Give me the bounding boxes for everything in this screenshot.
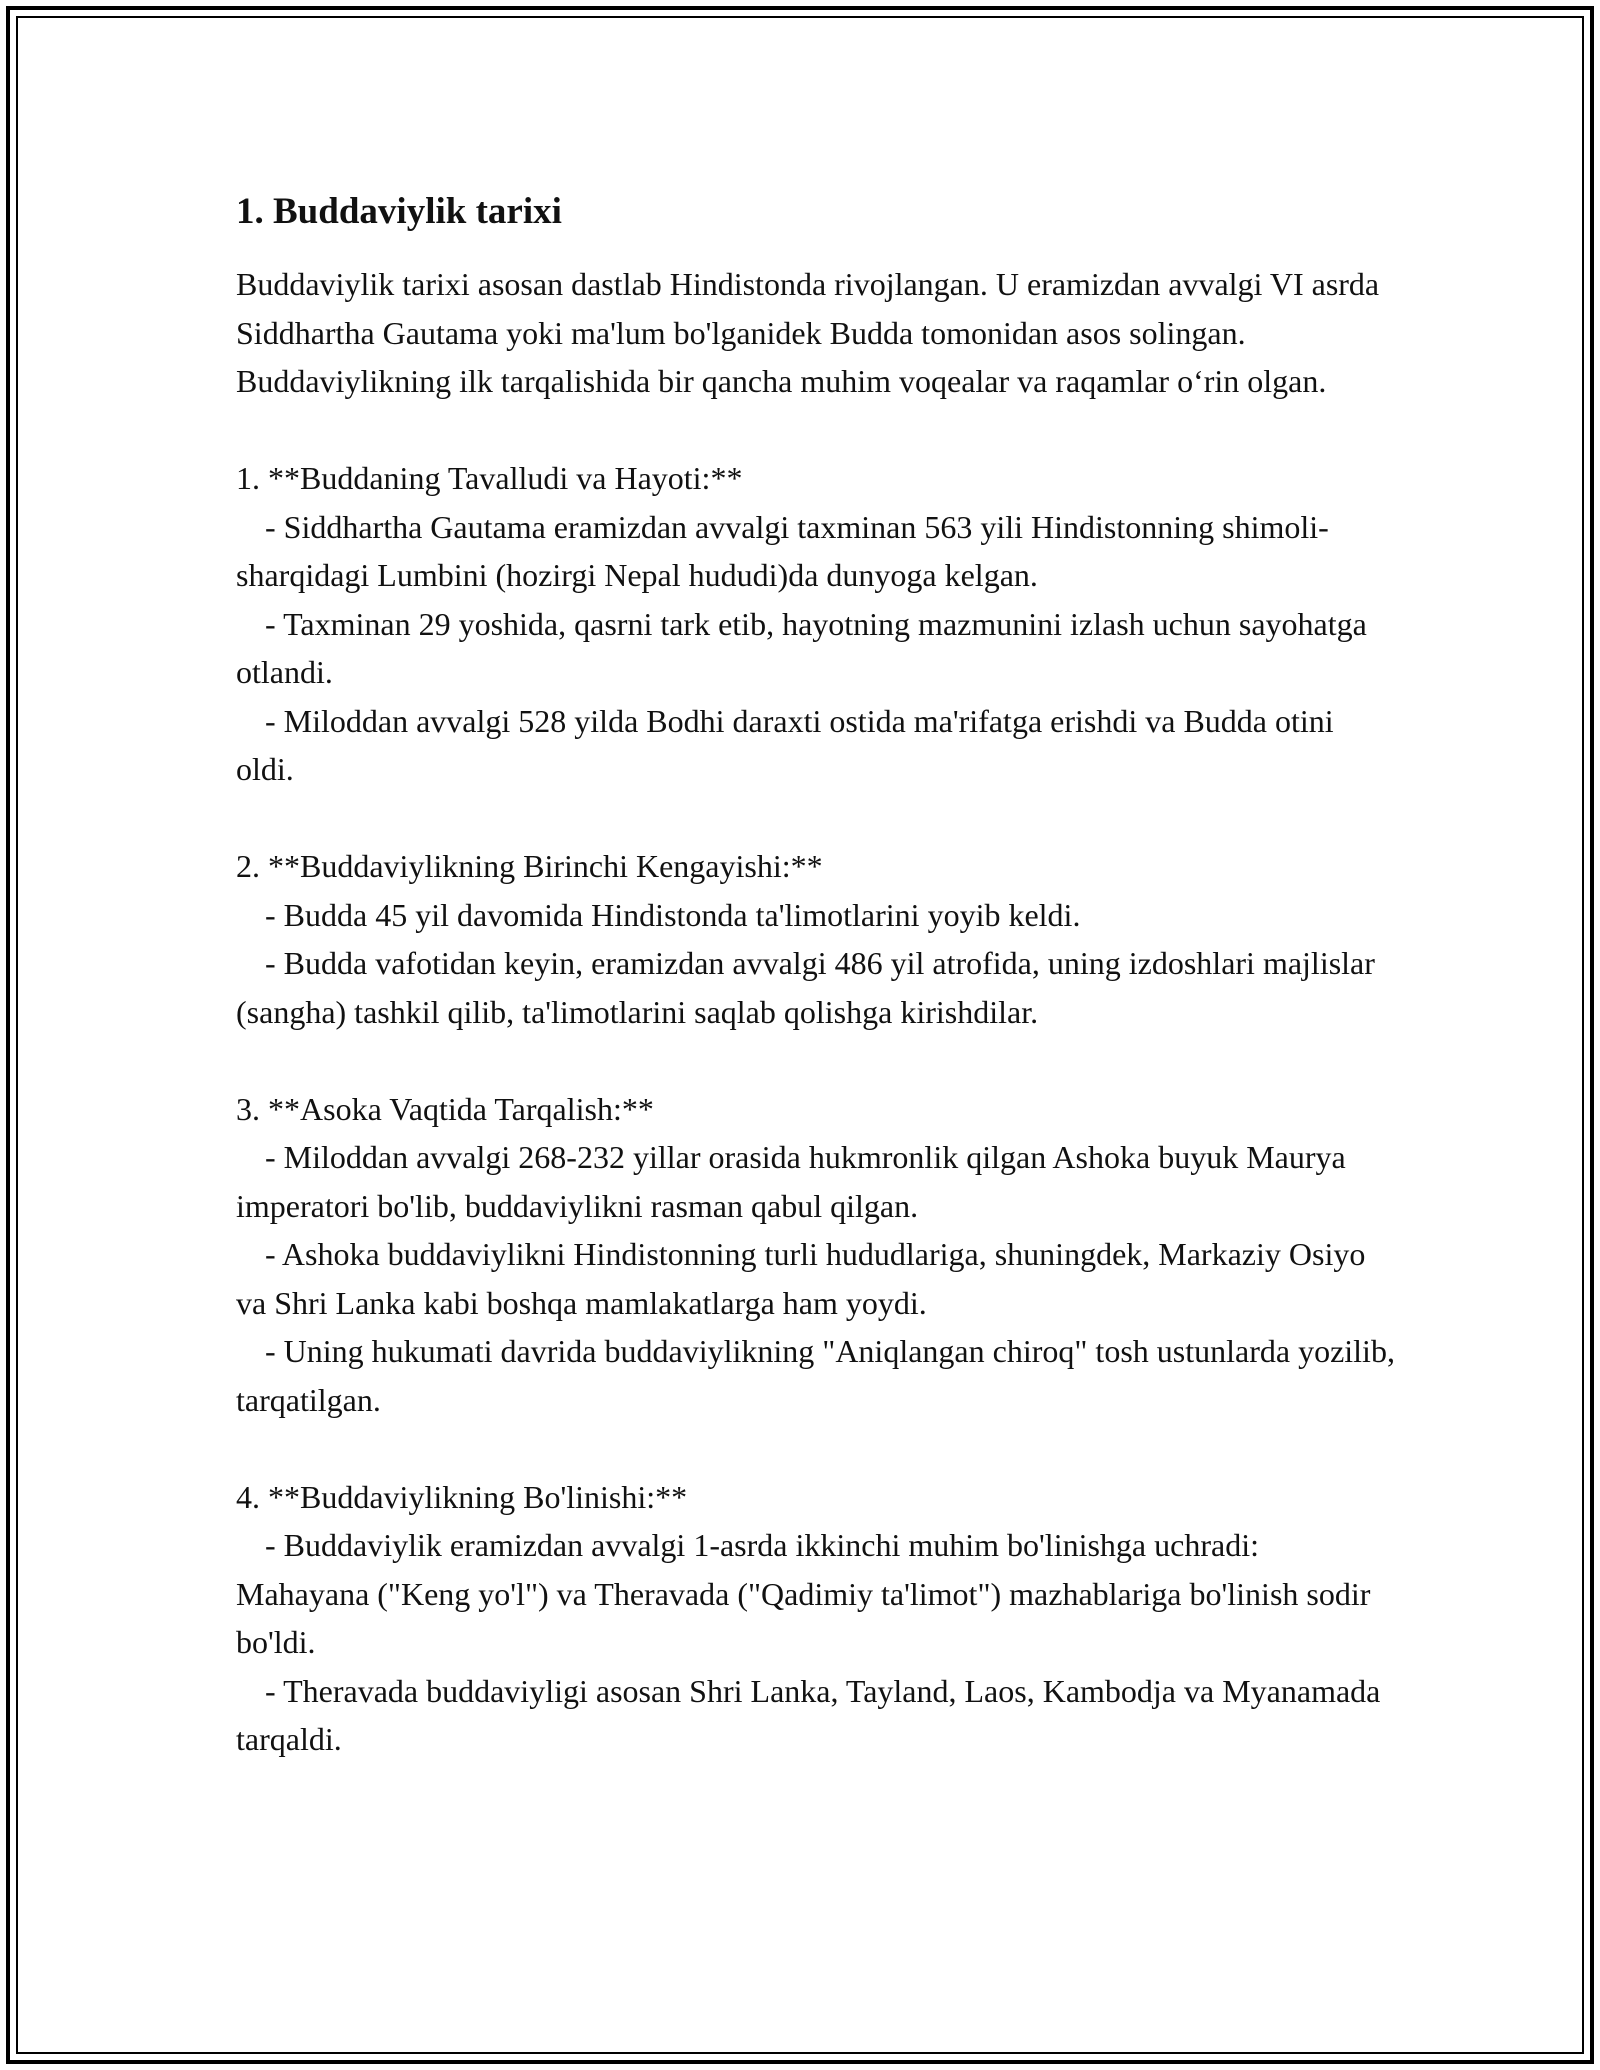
section-title: 2. **Buddaviylikning Birinchi Kengayishi:** <box>236 848 823 884</box>
list-item: - Ashoka buddaviylikni Hindistonning turli hududlariga, shuningdek, Markaziy Osiyo va Shri Lanka kabi boshqa mamlakatlarga ham yoydi. <box>236 1236 1366 1321</box>
list-item: - Miloddan avvalgi 268-232 yillar orasida hukmronlik qilgan Ashoka buyuk Maurya imperatori bo'lib, buddaviylikni rasman qabul qilgan. <box>236 1139 1346 1224</box>
section-title: 3. **Asoka Vaqtida Tarqalish:** <box>236 1090 654 1127</box>
list-item: - Siddhartha Gautama eramizdan avvalgi taxminan 563 yili Hindistonning shimoli-sharqidagi Lumbini (hozirgi Nepal hududi)da dunyoga kelgan. <box>236 508 1329 593</box>
list-item: - Budda 45 yil davomida Hindistonda ta'limotlarini yoyib keldi. <box>265 896 1081 933</box>
list-item: - Miloddan avvalgi 528 yilda Bodhi daraxti ostida ma'rifatga erishdi va Budda otini oldi. <box>236 702 1334 787</box>
document-body <box>236 186 1396 1764</box>
section-3 <box>236 1085 1396 1425</box>
intro-paragraph: Buddaviylik tarixi asosan dastlab Hindistonda rivojlangan. U eramizdan avvalgi VI asrda Siddhartha Gautama yoki ma'lum bo'lganidek Budda tomonidan asos solingan. Buddaviylikning ilk tarqalishida bir qancha muhim voqealar va raqamlar o‘rin olgan. <box>236 266 1380 399</box>
list-item: - Buddaviylik eramizdan avvalgi 1-asrda ikkinchi muhim bo'linishga uchradi: Mahayana ("Keng yo'l") va Theravada ("Qadimiy ta'limot") mazhablariga bo'linish sodir bo'ldi. <box>236 1527 1371 1660</box>
list-item: - Uning hukumati davrida buddaviylikning "Aniqlangan chiroq" tosh ustunlarda yozilib, tarqatilgan. <box>236 1333 1395 1418</box>
section-title: 1. **Buddaning Tavalludi va Hayoti:** <box>236 460 743 496</box>
list-item: - Taxminan 29 yoshida, qasrni tark etib, hayotning mazmunini izlash uchun sayohatga otlandi. <box>236 605 1367 690</box>
section-title: 4. **Buddaviylikning Bo'linishi:** <box>236 1478 688 1515</box>
section-1 <box>236 454 1396 794</box>
list-item: - Theravada buddaviyligi asosan Shri Lanka, Tayland, Laos, Kambodja va Myanamada tarqaldi. <box>236 1672 1381 1757</box>
list-item: - Budda vafotidan keyin, eramizdan avvalgi 486 yil atrofida, uning izdoshlari majlislar (sangha) tashkil qilib, ta'limotlarini saqlab qolishga kirishdilar. <box>236 945 1375 1030</box>
section-4 <box>236 1473 1396 1764</box>
section-2 <box>236 842 1396 1036</box>
page-title: 1. Buddaviylik tarixi <box>236 191 562 232</box>
